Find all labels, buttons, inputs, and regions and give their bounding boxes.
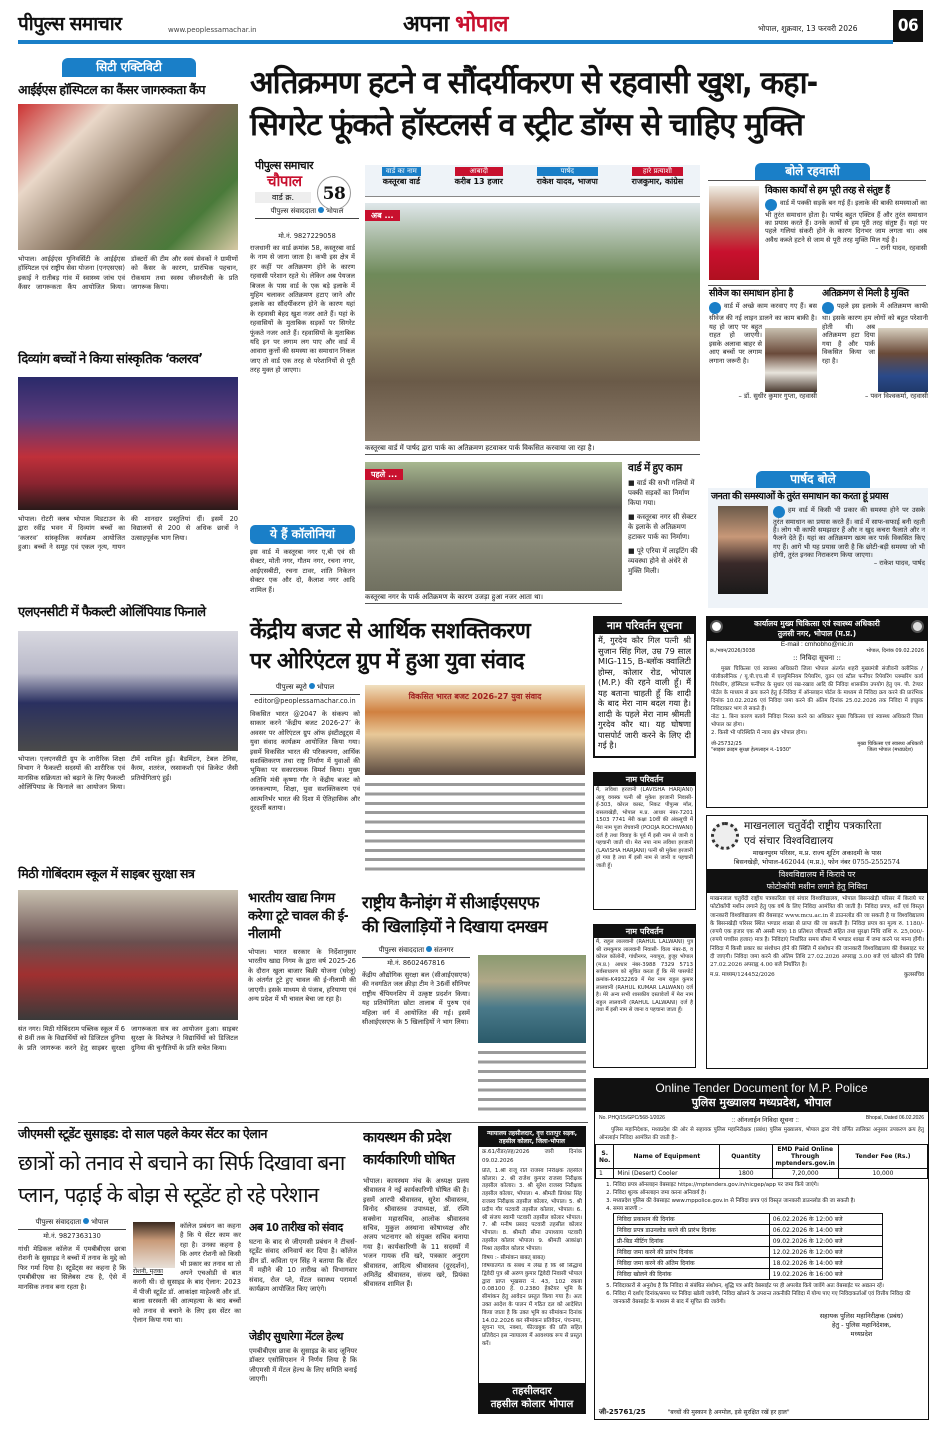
- residents-pill: बोले रहवासी: [755, 163, 870, 180]
- resident-photo: [878, 328, 928, 392]
- dot-icon: [309, 683, 315, 689]
- colonies-pill: ये हैं कॉलोनियां: [250, 525, 355, 544]
- gmc-body-2: कॉलेज प्रबंधन का कहना है कि ये सेंटर काम कर रहा है। उनका कहना है कि अगर रोशनी को किसी भी प्रकार का तनाव था तो अपने एचओडी से बात करनी थी। दो सुसाइड के बाद ऐलान: 2023 में पीजी स्टूडेंट डॉ. आकांक्षा माहेश्वरी और डॉ. बाला सरस्वती की आत्महत्या के बाद बच्चों को तनाव से बचाने के लिए इस सेंटर का ऐलान किया गया था।: [133, 1222, 241, 1325]
- title-hi: पुलिस मुख्यालय मध्यप्रदेश, भोपाल: [691, 1096, 832, 1109]
- table-row: [614, 1225, 883, 1236]
- now-tag: अब ...: [365, 210, 400, 221]
- table-cell: 06.02.2026 के 14:00 बजे: [769, 1225, 882, 1236]
- quote-headline: विकास कार्यों से हम पूरी तरह से संतुष्ट हैं: [765, 185, 890, 196]
- quote-text: वार्ड में अच्छे काम करवाए गए हैं। बस सीवेज की नई लाइन डालने का काम बाकी है। यह हो जाए पर बहुत राहत हो जाएगी। इसके अलावा बाहर से आए बच्चों पर लगाम लगाना जरूरी है।: [709, 301, 817, 365]
- canoe-headline: [362, 891, 588, 939]
- cmho-tender-notice: [706, 616, 928, 808]
- table-header-row: [596, 1145, 928, 1169]
- university-logo-icon: [711, 822, 739, 850]
- photo-banner-text: विकसित भारत बजट 2026-27 युवा संवाद: [408, 692, 542, 701]
- canoe-body-continued: [478, 1048, 586, 1116]
- notice-point: 5. निविदाकारों से अनुरोध है कि निविदा से संबंधित संशोधन, शुद्धि पत्र आदि वेबसाईट पर ही अपलोड किये जावेंगे अतः वेबसाईट पर अद्यतन रहें।: [613, 1282, 922, 1290]
- byline-city: भोपाल: [326, 206, 344, 215]
- quote-text: पहले इस इलाके में अतिक्रमण काफी था। इसके कारण हम लोगों को बहुत परेशानी होती थी। अब अतिक्रमण हटा दिया गया है और पार्क विकसित किया जा रहा है।: [822, 301, 928, 365]
- notice-point: 4. समय सारणी :-: [613, 1205, 922, 1213]
- address-line: माखनपुरम परिसर, म.प्र. राज्य शूटिंग अकादमी के पास: [752, 849, 882, 857]
- works-item: ■ वार्ड की सभी गलियों में पक्की सड़कों का निर्माण किया गया।: [628, 479, 695, 508]
- lnct-photo: [18, 631, 238, 751]
- ward-label: वार्ड क्र.: [255, 192, 311, 203]
- story-headline: दिव्यांग बच्चों ने किया सांस्कृतिक ‘कलरव’: [18, 352, 203, 367]
- notice-date: भोपाल, दिनांक 09.02.2026: [866, 648, 924, 654]
- notice-point: 2. निविदा शुल्क ऑनलाइन जमा करना अनिवार्य है।: [613, 1189, 922, 1197]
- table-cell: 1: [596, 1169, 614, 1179]
- works-item: ■ पूरे एरिया में लाइटिंग की व्यवस्था होने से अंधेरे से मुक्ति मिली।: [628, 547, 698, 576]
- cancer-camp-photo: [18, 104, 238, 250]
- sign-line: तहसीलदार: [512, 1386, 552, 1397]
- notice-slogan: "बच्चों की मुस्कान है अनमोल, इसे सुरक्षित रखें हर हाल": [667, 1409, 790, 1416]
- title-line: विश्वविद्यालय में किराये पर: [778, 870, 856, 879]
- notice-title: नाम परिवर्तन सूचना: [595, 618, 694, 634]
- notice-sign: [479, 1383, 585, 1413]
- kayastha-body: भोपाल। कायस्थम मंच के अध्यक्ष प्रलय श्रीवास्तव ने नई कार्यकारिणी घोषित की है। इसमें आरपी श्रीवास्तव, सुरेश श्रीवास्तव, विनोद श्रीवास्तव उपाध्यक्ष, डॉ. रश्मि सक्सेना महासचिव, आलोक श्रीवास्तव सचिव, मुकुल अस्थाना कोषाध्यक्ष और अजय भटनागर को संयुक्त सचिव बनाया गया है। कार्यकारिणी के 11 सदस्यों में भजन गायक रवि खरे, पत्रकार अनुराग श्रीवास्तव, आदित्य श्रीवास्तव (दूरदर्शन), अमितेंद्र श्रीवास्तव, संजय खरे, प्रियंका श्रीवास्तव शामिल हैं।: [363, 1177, 469, 1289]
- photo-caption: रोशनी, मृतका: [133, 1268, 163, 1275]
- table-cell: 09.02.2026 के 12:00 बजे: [769, 1236, 882, 1247]
- quote-icon: [709, 302, 721, 314]
- title-en: Online Tender Document for M.P. Police: [655, 1081, 868, 1095]
- section-title-a: अपना: [403, 12, 449, 37]
- story-headline: आईईएस हॉस्पिटल का कैंसर जागरुकता कैंप: [18, 82, 206, 97]
- mobile-number: मो.नं. 9827229058: [278, 232, 336, 240]
- budget-body: विकसित भारत @2047 के संकल्प को साकार करने ‘केंद्रीय बजट 2026-27’ के अवसर पर ओरिएंटल ग्रुप ऑफ इंस्टीट्यूट्स में युवा संवाद कार्यक्रम आयोजित किया गया। इसमें विकसित भारत की परिकल्पना, आर्थिक सशक्तिकरण तथा राष्ट्र निर्माण में युवाओं की भूमिका पर सकारात्मक विमर्श किया। मुख्य अतिथि मंत्री कृष्णा गौर ने केंद्रीय बजट को जनकल्याण, शिक्षा, युवा सशक्तिकरण एवं आत्मनिर्भर भारत की दिशा में ऐतिहासिक और दूरदर्शी बताया।: [250, 710, 360, 813]
- notice-intro: पुलिस महानिदेशक, मध्यप्रदेश की ओर से सहायक पुलिस महानिरीक्षक (प्रबंध) पुलिस मुख्यालय, भोपाल द्वारा नीचे वर्णित तालिका अनुसार उपकरण क्रय हेतु ऑनलाईन निविदा आमंत्रित की जाती है:-: [599, 1127, 924, 1141]
- resident-quote: [822, 289, 928, 459]
- column-header: S. No.: [596, 1145, 614, 1169]
- gmc-body-2-wrap: [133, 1222, 241, 1417]
- victim-photo-block: [133, 1222, 177, 1276]
- notice-date: Bhopal, Dated 06.02.2026: [865, 1115, 924, 1121]
- table-cell: 19.02.2026 के 16:00 बजे: [769, 1269, 882, 1280]
- notice-title: [707, 869, 927, 893]
- notice-body: प्रति, 1.श्री राजू रोते राजस्व निरीक्षक तहसील कोलार। 2. श्री राजेश कुमार राजस्व निरीक्षक तहसील कोलार। 3. श्री सुरेश राजस्व निरीक्षक तहसील कोलार, भोपाल। 4. श्रीमती प्रियंका सिंह राजस्व निरीक्षक तहसील कोलार, भोपाल। 5. श्री प्रदीप गौर पटवारी तहसील कोलार, भोपाल। 6. श्री संजय स्वामी पटवारी तहसील कोलार भोपाल। 7. श्री मनीष प्रसाद पटवारी तहसील कोलार भोपाल। 8. श्रीमती सीमा उपाध्याय पटवारी तहसील कोलार भोपाल। 9. श्रीमती आकांक्षा मिश्रा तहसील कोलार भोपाल।: [482, 1167, 582, 1252]
- quote-author: – रानी यादव, रहवासी: [875, 243, 927, 252]
- rule: [708, 285, 926, 286]
- works-item-text: वार्ड की सभी गलियों में पक्की सड़कों का निर्माण किया गया।: [628, 479, 695, 508]
- notice-points: [595, 1280, 928, 1306]
- name-change-notice: [593, 616, 696, 758]
- sign-line: सहायक पुलिस महानिरीक्षक (प्रबंध): [819, 1312, 904, 1320]
- kayastha-story: [363, 1127, 469, 1417]
- resident-quote: [709, 289, 817, 459]
- notice-body: मैं, राहुल लालवानी (RAHUL LALWANI) पुत्र श्री रामकुमार लालवानी निवासी- विला नंबर-8, व कोरल कॉलोनी, गांधीनगर, नयापुरा, हुजूर भोपाल (म.प्र.) आधार नंबर-3988 7329 5713 सर्वसाधारण को सूचित करता हूँ कि मेरे पासपोर्ट क्रमांक-K4932269 में मेरा नाम राहुल कुमार लालवानी (RAHUL KUMAR LALWANI) दर्ज है। मेरे अन्य सभी शासकीय दस्तावेजों में मेरा नाम राहुल लालवानी (RAHUL LALWANI) दर्ज है तथा मैं इसी नाम से जाना व पहचाना जाता हूँ।: [596, 939, 693, 1014]
- quote-body: [822, 302, 928, 366]
- quote-icon: [822, 302, 834, 314]
- title-line: फोटोकॉपी मशीन लगाने हेतु निविदा: [766, 882, 868, 891]
- quote-text: वार्ड में पक्की सड़कें बन गई हैं। इलाके की बाकी समस्याओं का भी तुरंत समाधान होता है। पार्षद बहुत एक्टिव हैं और तुरंत समाधान का प्रयास करते हैं। उनके कार्यों से हम पूरी तरह संतुष्ट हैं। यहां पर पहले गलियां संकरी होने के कारण दिनभर जाम लगता था। अब अवैध कब्जे हटने से जाम से पूरी तरह मुक्ति मिल गई है।: [765, 198, 927, 244]
- byline: [18, 1218, 126, 1230]
- university-address: [710, 849, 924, 867]
- sign-line: हेतु - पुलिस महानिदेशक,: [831, 1321, 892, 1329]
- info-label: हारे प्रत्याशी: [632, 167, 684, 176]
- notice-point: 3. मध्यप्रदेश पुलिस की वेबसाइट www.mppolice.gov.in से निविदा प्रपत्र एवं विस्तृत जानकारी डाउनलोड की जा सकती है।: [613, 1197, 922, 1205]
- gmc-kicker: जीएमसी स्टूडेंट सुसाइड: दो साल पहले केयर सेंटर का ऐलान: [18, 1126, 267, 1141]
- notice-slogan: "साइबर क्राइम सुरक्षा हेल्पलाइन नं.-1930": [711, 747, 792, 753]
- city-activity-pill: सिटी एक्टिविटी: [62, 58, 196, 77]
- name-line: माखनलाल चतुर्वेदी राष्ट्रीय पत्रकारिता: [744, 820, 882, 832]
- notice-head: [707, 617, 927, 641]
- emblem-icon: [710, 620, 723, 633]
- mcu-tender-notice: [706, 815, 928, 1069]
- notice-body: मैं, गुरदेव कौर गिल पत्नी श्री सुजान सिंह गिल, उम्र 79 साल MIG-115, B-ब्लॉक क्वालिटी होम्स, कोलार रोड, भोपाल (M.P.) की रहने वाली हूँ। मैं यह बताना चाहती हूँ कि शादी के बाद मेरा नाम बदल गया है। शादी के पहले मेरा नाम श्रीमती गुरदेव कौर था। यह घोषणा पासपोर्ट जारी करने के लिए दी गई है।: [598, 635, 691, 750]
- table-cell: निविदा जमा करने की अंतिम दिनांक: [614, 1258, 770, 1269]
- notice-head: [595, 1079, 928, 1112]
- info-value: कस्तूरबा वार्ड: [382, 177, 421, 186]
- quote-author: – डॉ. सुधीर कुमार गुप्ता, रहवासी: [738, 391, 817, 400]
- notice-content: [479, 1147, 585, 1383]
- works-title: वार्ड में हुए काम: [628, 462, 682, 474]
- canoe-headline-line2: की खिलाड़ियों ने दिखाया दमखम: [362, 917, 548, 936]
- byline-name: पीपुल्स संवाददाता: [35, 1218, 82, 1226]
- column-header: Tender Fee (Rs.): [838, 1145, 927, 1169]
- quote-icon: [773, 506, 785, 518]
- mobile-number: मो.नं. 8602467816: [387, 959, 445, 967]
- office-line: तुलसी नगर, भोपाल (म.प्र.): [777, 629, 857, 638]
- notice-note: 2. किसी भी परिस्थिति में न्याय क्षेत्र भोपाल होगा।: [711, 730, 807, 736]
- table-cell: निविदा प्रपत्र डाउनलोड करने की प्रारंभ दिनांक: [614, 1225, 770, 1236]
- gmc-subhead: जेडीए सुधारेगा मेंटल हेल्थ: [249, 1330, 343, 1343]
- dot-icon: [426, 946, 432, 952]
- gmc-headline-line1: छात्रों को तनाव से बचाने का सिर्फ दिखावा बना: [18, 1151, 345, 1175]
- budget-headline-line2: पर ओरिएंटल ग्रुप में हुआ युवा संवाद: [250, 649, 525, 674]
- name-change-notice: [593, 924, 696, 1068]
- fci-story: [248, 890, 356, 1118]
- canoe-body: केंद्रीय औद्योगिक सुरक्षा बल (सीआईएसएफ) की नवगठित जल क्रीड़ा टीम ने 36वीं सीनियर राष्ट्रीय चैंपियनशिप में उत्कृष्ट प्रदर्शन किया। यह प्रतियोगिता छोटा तालाब में पुरुष एवं महिला वर्ग में आयोजित की गई। इसमें सीआईएसएफ के 5 खिलाड़ियों ने भाग लिया।: [362, 971, 470, 1027]
- table-row: [614, 1258, 883, 1269]
- table-row: [614, 1269, 883, 1280]
- schedule-table: [613, 1213, 883, 1280]
- gmc-headline-line2: प्लान, पढ़ाई के बोझ से स्टूडेंट हो रहे परेशान: [18, 1183, 319, 1207]
- column-header: Name of Equipment: [614, 1145, 720, 1169]
- works-item-text: पूरे एरिया में लाइटिंग की व्यवस्था होने से अंधेरे से मुक्ति मिली।: [628, 547, 698, 576]
- header-rule: [18, 40, 893, 44]
- resident-photo: [709, 186, 759, 280]
- canoe-photo: [478, 955, 586, 1043]
- notice-point: 1. निविदा प्रपत्र ऑनलाइन वेबसाइट https://mptenders.gov.in/nicgep/app पर जमा किये जाएंगे।: [613, 1181, 922, 1189]
- tehsildar-notice: [478, 1126, 586, 1414]
- gmc-sub-body: एमबीबीएस छात्रा के सुसाइड के बाद जूनियर डॉक्टर एसोसिएशन ने निर्णय लिया है कि जीएमसी में मेंटल हेल्थ के लिए समिति बनाई जाएगी।: [249, 1347, 357, 1384]
- notice-sign: [795, 1312, 928, 1339]
- table-cell: 10,000: [838, 1169, 927, 1179]
- notice-body: माखनलाल चतुर्वेदी राष्ट्रीय पत्रकारिता एवं संचार विश्वविद्यालय, भोपाल बिसनखेड़ी परिसर में किराये पर फोटोकॉपी मशीन लगाने हेतु एक वर्ष के लिए निविदा आमंत्रित की जाती है। निविदा प्रपत्र, शर्तें एवं विस्तृत जानकारी विश्वविद्यालय की वेबसाइट www.mcu.ac.in से डाउनलोड की जा सकती है या विश्वविद्यालय के बिसनखेड़ी परिसर स्थित भण्डार शाखा से प्राप्त की जा सकती है। निविदा प्रपत्र का मूल्य रु. 1180/- (रुपये एक हजार एक सौ अस्सी मात्र) 18 प्रतिशत जीएसटी सहित तथा सुरक्षा निधि राशि रु. 25,000/- (रुपये पच्चीस हजार) मात्र है। निविदाएं निर्धारित समय सीमा में भण्डार शाखा में जमा करने पर मान्य होंगी। निविदा में किसी प्रकार का संशोधन होने की स्थिति में संशोधन की जानकारी विश्वविद्यालय की वेबसाइट पर दी जाएगी। निविदा जमा करने की अंतिम तिथि 27.02.2026 अपराह्न 3.00 बजे एवं खोलने की तिथि 27.02.2026 अपराह्न 4.00 बजे निर्धारित है।: [710, 896, 924, 969]
- sign-line: जिला भोपाल (मध्यप्रदेश): [867, 747, 913, 753]
- budget-body-continued: [365, 780, 585, 872]
- office-line: कार्यालय मुख्य चिकित्सा एवं स्वास्थ्य अधिकारी: [754, 619, 880, 628]
- masthead: [18, 10, 923, 42]
- sign-line: मुख्य चिकित्सा एवं स्वास्थ्य अधिकारी: [857, 741, 923, 747]
- equipment-table: [595, 1144, 928, 1179]
- lead-headline-line1: अतिक्रमण हटने व सौंदर्यीकरण से रहवासी खुश, कहा-: [250, 65, 818, 101]
- byline-city: संतनगर: [434, 946, 454, 954]
- info-population: [455, 165, 503, 196]
- ward-info-bar: [365, 165, 700, 197]
- lead-headline: [250, 62, 930, 146]
- story-body: भोपाल। रोटरी क्लब भोपाल मिडटाउन के द्वारा रवींद्र भवन में दिव्यांग बच्चों का ‘कलरव’ सांस्कृतिक कार्यक्रम आयोजित हुआ। बच्चों ने समूह एवं एकल नृत्य, गायन की शानदार प्रस्तुतियां दीं। इसमें 20 विद्यालयों से 200 से अधिक छात्रों ने उत्साहपूर्वक भाग लिया।: [18, 515, 238, 552]
- name-line: एवं संचार विश्वविद्यालय: [744, 835, 834, 847]
- gmc-subhead: अब 10 तारीख को संवाद: [249, 1221, 343, 1234]
- info-councillor: [537, 165, 598, 196]
- before-tag: पहले ...: [365, 469, 403, 480]
- info-value: राजकुमार, कांग्रेस: [631, 177, 684, 186]
- page-number: 06: [893, 10, 923, 42]
- byline: [250, 683, 360, 695]
- quote-body: [773, 506, 925, 559]
- quote-icon: [765, 199, 777, 211]
- ward-works: [628, 462, 700, 576]
- chaupal-box: [255, 160, 359, 230]
- byline-city: भोपाल: [91, 1218, 109, 1226]
- notice-title: नाम परिवर्तन: [594, 773, 695, 786]
- info-value: राकेश यादव, भाजपा: [536, 177, 598, 186]
- canoe-headline-line1: राष्ट्रीय कैनोइंग में सीआईएसएफ: [362, 893, 539, 912]
- table-cell: निविदा प्रकाशन की दिनांक: [614, 1214, 770, 1225]
- park-before-photo: [365, 462, 622, 591]
- mobile-number: मो.नं. 9827363130: [43, 1232, 101, 1240]
- gmc-headline: [18, 1147, 360, 1211]
- councillor-photo: [718, 506, 768, 594]
- byline-name: पीपुल्स संवाददाता: [378, 946, 425, 954]
- table-cell: प्री-बिड मीटिंग दिनांक: [614, 1236, 770, 1247]
- section-title-b: भोपाल: [455, 12, 508, 37]
- notice-body: मुख्य चिकित्सा एवं स्वास्थ्य अधिकारी जिला भोपाल अंतर्गत शहरी मुख्यमंत्री संजीवनी क्लीनिक / पॉलीक्लीनिक / यू.पी.एच.सी में एल्युमिनियम रिपेयरिंग, वुडन एवं स्टील फर्नीचर रिपेयरिंग प्लम्बरिंग कार्य रिपेयरिंग, हॉस्पिटल फर्नीचर के सुधार एवं रख-रखाव आदि की निविदा शासकीय उपयोग हेतु एम. पी. टेण्डर पोर्टल के माध्यम से क्रय करने हेतु ई-निविदा में ऑनलाइन पोर्टल के माध्यम से निविदा क्रय करने की प्रारंभिक दिनांक 10.02.2026 एवं निविदा जमा करने की अंतिम दिनांक 25.02.2026 तक निविदा में इच्छुक निविदाकार भाग ले सकते हैं।: [711, 666, 923, 712]
- story-body: संत नगर। मिठी गोबिंदराम पब्लिक स्कूल में 6 से 8वीं तक के विद्यार्थियों को डिजिटल दुनिया के प्रति जागरूक करने हेतु साइबर सुरक्षा जागरूकता सत्र का आयोजन हुआ। साइबर सुरक्षा के विशेषज्ञ ने विद्यार्थियों को डिजिटल दुनिया की चुनौतियों के प्रति सचेत किया।: [18, 1025, 238, 1052]
- notice-code: म.प्र. माध्यम/124452/2026: [710, 971, 775, 978]
- kayastha-headline: कायस्थम की प्रदेश कार्यकारिणी घोषित: [363, 1130, 455, 1168]
- email: editor@peoplessamachar.co.in: [254, 697, 356, 705]
- notice-body: विषयांतर्गत के संबंध में लेख है कि श्री सिद्धार्थ द्विवेदी पुत्र श्री अरुण कुमार द्विवेदी निवासी भोपाल द्वारा प्राप्त भूखसरा नं. 43, 102 रकबा 0.08100 हे. 0.2380 हेक्टेयर भूमि के सीमांकन हेतु आवेदन प्रस्तुत किया गया है। अतः उक्त आदेश के पालन में गठित दल को आदेशित किया जाता है कि उक्त भूमि का सीमांकन दिनांक 14.02.2026 कर सीमांकन प्रतिवेदन, पंचनामा, सूचना पत्र, नक्शा, फील्डबुक की प्रति सहित प्रतिवेदन इस न्यायालय में आवश्यक रूप से प्रस्तुत करें।: [482, 1262, 582, 1347]
- university-name: [744, 819, 924, 849]
- newspaper-logo: पीपुल्स समाचार: [18, 13, 122, 35]
- table-row: [596, 1169, 928, 1179]
- lead-body: राजधानी का वार्ड क्रमांक 58, कस्तूरबा वार्ड के नाम से जाना जाता है। कभी इस क्षेत्र में हर कहीं पर अतिक्रमण होने के कारण रहवासी परेशान रहते थे। लेकिन अब पेयजल बिजल के पास वार्ड के एक बड़े इलाके में मुहिम चलाकर अतिक्रमण हटाए जाने और इलाके का सौंदर्यीकरण होने के कारण यहां के रहवासी बेहद खुश नजर आते हैं। यहां के रहवासियों के मुताबिक सड़कों पर सिगरेट फूंकते नजर आते हैं। रहवासियों के मुताबिक यदि इन पर लगाम लग पाए और वार्ड में आवारा कुत्तों की समस्या का समाधान निकल जाए तो वार्ड एक तरह से परेशानियों से पूरी तरह मुक्त हो जाएगा।: [250, 244, 355, 375]
- dot-icon: [318, 207, 324, 213]
- photo-caption: कस्तूरबा नगर के पार्क अतिक्रमण के कारण उजड़ा हुआ नजर आता था।: [365, 593, 622, 604]
- quote-headline: अतिक्रमण से मिली है मुक्ति: [822, 288, 909, 299]
- story-body: भोपाल। एलएनसीटी ग्रुप के शारीरिक शिक्षा विभाग ने फैकल्टी सदस्यों की शारीरिक एवं मानसिक सक्रियता को बढ़ाने के लिए फैकल्टी ओलिंपियाड के फिनाले का आयोजन किया। टीमें शामिल हुईं। बैडमिंटन, टेबल टेनिस, कैरम, शतरंज, रस्साकशी एवं क्रिकेट जैसी प्रतियोगिताएं हुईं।: [18, 755, 238, 792]
- youth-dialogue-photo: [365, 685, 585, 775]
- cyber-session-photo: [18, 890, 238, 1020]
- notice-ref: No. PHQ/15/GPC/568-1/2026: [599, 1115, 665, 1121]
- fci-headline: भारतीय खाद्य निगम करेगा टूटे चावल की ई-नीलामी: [248, 891, 349, 942]
- gmc-body: गांधी मेडिकल कॉलेज में एमबीबीएस छात्रा रोशनी के सुसाइड ने बच्चों में तनाव के मुद्दे को फिर गर्मा दिया है। स्टूडेंट्स का कहना है कि एमबीबीएस का सिलेबस टफ है, ऐसे में मानसिक तनाव बना रहता है।: [18, 1245, 126, 1291]
- section-title: [403, 12, 508, 37]
- rule: [708, 180, 926, 181]
- table-cell: 06.02.2026 के 12:00 बजे: [769, 1214, 882, 1225]
- sign-line: कुलसचिव: [904, 971, 924, 978]
- colonies-body: इस वार्ड में कस्तूरबा नगर ए,बी एवं सी सेक्टर, मोती नगर, गौतम नगर, रचना नगर, आईएसबीटी, रचना टावर, शांति निकेतन सेक्टर एक और दो, कैलाश नगर आदि शामिल हैं।: [250, 548, 355, 594]
- info-value: करीब 13 हजार: [454, 177, 503, 186]
- dateline: भोपाल, शुक्रवार, 13 फरवरी 2026: [758, 24, 858, 33]
- notice-ref-row: [595, 1112, 928, 1124]
- councillor-box: [708, 488, 928, 608]
- resident-photo: [765, 328, 817, 392]
- column-header: EMD Paid Online Through mptenders.gov.in: [772, 1145, 838, 1169]
- table-cell: 1800: [720, 1169, 772, 1179]
- info-lost-candidate: [632, 165, 684, 196]
- notice-ref: क्र.61/रीडर/तह/2026 जारी दिनांक 09.02.2026: [482, 1149, 582, 1165]
- rule: [18, 1122, 588, 1123]
- website: www.peoplessamachar.in: [168, 26, 257, 34]
- info-label: वार्ड का नाम: [382, 167, 421, 176]
- table-cell: 12.02.2026 के 12:00 बजे: [769, 1247, 882, 1258]
- chaupal-title: चौपाल: [267, 171, 302, 190]
- notice-code: जी-25732/25: [711, 741, 742, 747]
- table-row: [614, 1214, 883, 1225]
- table-cell: निविदा खोलने की दिनांक: [614, 1269, 770, 1280]
- resident-quote: [765, 186, 927, 282]
- notice-code: जी-25761/25: [599, 1408, 646, 1416]
- councillor-text: [773, 506, 925, 594]
- budget-headline-line1: केंद्रीय बजट से आर्थिक सशक्तिकरण: [250, 619, 531, 644]
- notice-footer: [595, 1406, 928, 1419]
- budget-headline: [250, 617, 588, 677]
- quote-text: हम वार्ड में किसी भी प्रकार की समस्या होने पर उसके तुरंत समाधान का प्रयास करते हैं। वार्ड में साफ-सफाई बनी रहती है। लोग भी काफी समझदार हैं और न खुद कचरा फैलाते और न फैलने देते हैं। यहां का अतिक्रमण खत्म कर पार्क विकसित किए गए हैं। आगे भी यह प्रयास जारी है कि छोटी-बड़ी समस्या जो भी होगी, तुरंत इनका निराकरण किया जाएगा।: [773, 505, 925, 559]
- fci-body: भोपाल। भारत सरकार के निर्देशानुसार भारतीय खाद्य निगम के द्वारा वर्ष 2025-26 के दौरान खुला बाजार बिक्री योजना (घरेलू) के अंतर्गत टूटे हुए चावल की ई-नीलामी की जाएगी। इसके माध्यम से पंजाब, हरियाणा एवं अन्य प्रदेश में भी चावल बेचा जा रहा है।: [248, 948, 356, 1004]
- quote-author: – राकेश यादव, पार्षद: [873, 558, 925, 567]
- quote-body: [709, 302, 817, 366]
- dot-icon: [83, 1218, 89, 1224]
- table-cell: 7,20,000: [772, 1169, 838, 1179]
- councillor-row: [711, 506, 925, 594]
- quote-headline: जनता की समस्याओं के तुरंत समाधान का करता हूं प्रयास: [711, 491, 888, 502]
- works-item-text: कस्तूरबा नगर सी सेक्टर के इलाके से अतिक्रमण हटाकर पार्क का निर्माण।: [628, 513, 697, 542]
- notice-head: न्यायालय तहसीलदार, वृत्त रातापुर सड़क, तहसील कोलार, जिला-भोपाल: [479, 1127, 585, 1147]
- notice-points: [595, 1179, 928, 1213]
- kalrav-photo: [18, 377, 238, 510]
- notice-note: नोटः 1. बिना कारण बताये निविदा निरस्त करने का अधिकार मुख्य चिकित्सा एवं स्वास्थ्य अधिकारी जिला भोपाल का होगा।: [711, 714, 923, 728]
- byline-name: पीपुल्स ब्यूरो: [275, 683, 307, 691]
- name-change-notice: [593, 772, 696, 910]
- notice-point: 6. निविदा में दर्शाए दिनांक/समय पर निविदा खोली जावेगी, निविदा खोलने के उपरान्त तकनीकी निविदा में योग्य पाए गए निविदाकर्ताओं एवं वित्तीय निविदा की जानकारी वेबसाईट के माध्यम से बाद में सूचित की जावेगी।: [613, 1290, 922, 1306]
- notice-body: मैं, लविशा हरजानी (LAVISHA HARJANI) आयु वयस्क पत्नी श्री मुकेश हरजानी निवासी-ई-303, कोरल कास्ट, निकट पीपुल्स मॉल, रासलाखेड़ी, भोपाल म.प्र. आधार नंबर-7201 1503 7741 मेरी कक्षा 10वीं की अंकसूची में मेरा नाम पूजा रोचवानी (POOJA ROCHWANI) दर्ज है तथा विवाह के पूर्व मैं इसी नाम से जानी व पहचानी जाती थी। मेरा नया नाम लविशा हरजानी (LAVISHA HARJANI) पत्नी श्री मुकेश हरजानी हो गया है तथा मैं इसी नाम से जानी व पहचानी जाती हूँ।: [596, 787, 693, 869]
- notice-title: :: ऑनलाईन निविदा सूचना ::: [731, 1117, 799, 1124]
- councillor-pill: पार्षद बोले: [756, 471, 870, 488]
- quote-author: – पवन विश्वकर्मा, रहवासी: [864, 391, 928, 400]
- photo-caption: कस्तूरबा वार्ड में पार्षद द्वारा पार्क का अतिक्रमण हटवाकर पार्क विकसित करवाया जा रहा है।: [365, 444, 700, 455]
- table-row: [614, 1236, 883, 1247]
- works-item: ■ कस्तूरबा नगर सी सेक्टर के इलाके से अतिक्रमण हटाकर पार्क का निर्माण।: [628, 513, 697, 542]
- notice-email: E-mail : cmhobho@nic.in: [780, 641, 854, 648]
- byline: [255, 207, 359, 219]
- column-header: Quantity: [720, 1145, 772, 1169]
- lead-headline-line2: सिगरेट फूंकते हॉस्टलर्स व स्ट्रीट डॉग्स से चाहिए मुक्ति: [250, 107, 803, 143]
- seal-icon: [911, 620, 924, 633]
- notice-footer: [710, 970, 924, 978]
- notice-ref: क्र./भवन/2026/3038: [710, 648, 756, 654]
- gmc-sub-body: घटना के बाद से जीएमसी प्रबंधन ने टीचर्स-स्टूडेंट संवाद अनिवार्य कर दिया है। कॉलेज डीन डॉ. कविता एन सिंह ने बताया कि सेंटर में महीने की 10 तारीख को विभागवार संवाद, रोल प्ले, मेंटल स्वास्थ्य परामर्श कार्यक्रम आयोजित किए जाएंगे।: [249, 1238, 357, 1294]
- sign-line: तहसील कोलार भोपाल: [490, 1399, 574, 1410]
- notice-title: नाम परिवर्तन: [594, 925, 695, 938]
- table-cell: 18.02.2026 के 14:00 बजे: [769, 1258, 882, 1269]
- table-row: [614, 1247, 883, 1258]
- sign-line: मध्यप्रदेश: [850, 1330, 873, 1338]
- table-cell: Mini (Desert) Cooler: [614, 1169, 720, 1179]
- notice-subject: विषय :- सीमांकन बाबत् बाबत्।: [482, 1254, 546, 1261]
- story-body: भोपाल। आईईएस यूनिवर्सिटी के आईईएस हॉस्पिटल एवं राष्ट्रीय सेवा योजना (एनएसएस) इकाई ने रातीबड़ गांव में स्वास्थ्य जांच एवं कैंसर जागरूकता कैंप आयोजित किया। डॉक्टरों की टीम और स्वयं सेवकों ने ग्रामीणों को कैंसर के कारण, प्रारंभिक पहचान, रोकथाम तथा स्वस्थ जीवनशैली के प्रति जागरूक किया।: [18, 255, 238, 292]
- byline-name: पीपुल्स संवाददाता: [270, 206, 317, 215]
- info-ward-name: [382, 165, 421, 196]
- byline: [362, 946, 470, 958]
- notice-footer: [707, 737, 927, 753]
- quote-headline: सीवेज का समाधान होना है: [709, 288, 793, 299]
- victim-photo: [133, 1222, 175, 1268]
- police-tender-notice: [594, 1078, 929, 1420]
- info-label: आबादी: [455, 167, 503, 176]
- story-headline: मिठी गोबिंदराम स्कूल में साइबर सुरक्षा सत्र: [18, 866, 195, 881]
- address-line: बिसनखेड़ी, भोपाल-462044 (म.प्र.), फोन नंबर 0755-2552574: [733, 858, 901, 866]
- park-now-photo: [365, 203, 700, 441]
- byline-city: भोपाल: [316, 683, 335, 691]
- chaupal-brand: पीपुल्स समाचार: [255, 159, 314, 172]
- story-headline: एलएनसीटी में फैकल्टी ओलिंपियाड फिनाले: [18, 605, 206, 620]
- table-cell: निविदा जमा करने की प्रारंभ दिनांक: [614, 1247, 770, 1258]
- info-label: पार्षद: [537, 167, 598, 176]
- ward-number: 58: [317, 176, 351, 210]
- notice-title: :: निविदा सूचना ::: [793, 654, 841, 662]
- quote-body: [765, 199, 927, 244]
